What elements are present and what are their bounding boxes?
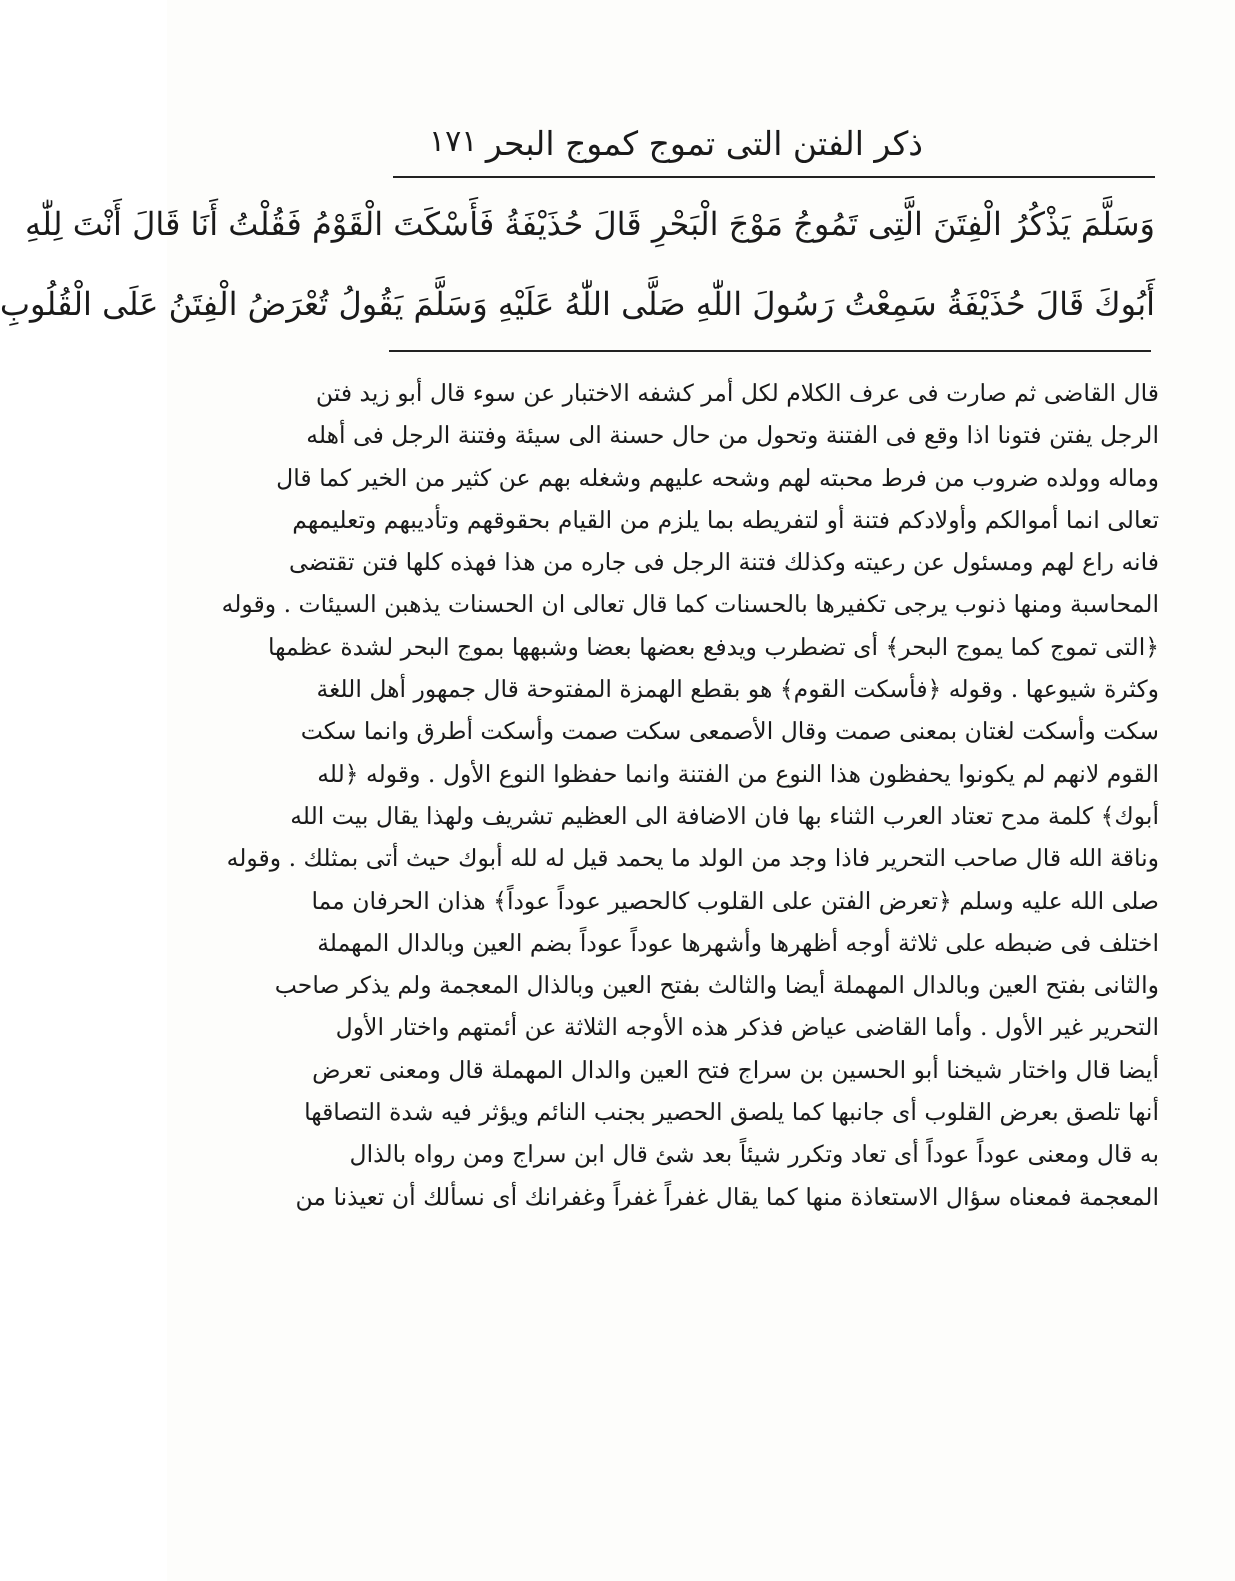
hadith-line: أَبُوكَ قَالَ حُذَيْفَةُ سَمِعْتُ رَسُولَ اللّٰهِ صَلَّى اللّٰهُ عَلَيْهِ وَسَلَّمَ يَقُولُ تُعْرَضُ الْفِتَنُ عَلَى الْقُلُوبِ <box>0 285 1155 323</box>
commentary-line: اختلف فى ضبطه على ثلاثة أوجه أظهرها وأشهرها عوداً عوداً بضم العين وبالدال المهملة <box>317 928 1159 957</box>
section-divider-rule <box>389 350 1151 352</box>
commentary-line: تعالى انما أموالكم وأولادكم فتنة أو لتفريطه بما يلزم من القيام بحقوقهم وتأديبهم وتعليمهم <box>292 505 1159 534</box>
commentary-line: الرجل يفتن فتونا اذا وقع فى الفتنة وتحول من حال حسنة الى سيئة وفتنة الرجل فى أهله <box>306 421 1159 450</box>
commentary-line: وكثرة شيوعها . وقوله ﴿فأسكت القوم﴾ هو بقطع الهمزة المفتوحة قال جمهور أهل اللغة <box>316 675 1159 704</box>
commentary-line: المعجمة فمعناه سؤال الاستعاذة منها كما يقال غفراً غفراً وغفرانك أى نسألك أن تعيذنا من <box>295 1182 1159 1211</box>
commentary-line: أبوك﴾ كلمة مدح تعتاد العرب الثناء بها فان الاضافة الى العظيم تشريف ولهذا يقال بيت الله <box>290 801 1159 830</box>
commentary-text-block <box>221 372 1159 1218</box>
commentary-line: ﴿التى تموج كما يموج البحر﴾ أى تضطرب ويدفع بعضها بعضا وشبهها بموج البحر لشدة عظمها <box>267 632 1159 661</box>
header-rule <box>393 176 1155 178</box>
commentary-line: سكت وأسكت لغتان بمعنى صمت وقال الأصمعى سكت صمت وأسكت أطرق وانما سكت <box>300 717 1159 746</box>
commentary-line: والثانى بفتح العين وبالدال المهملة أيضا والثالث بفتح العين وبالذال المعجمة ولم يذكر صاحب <box>274 971 1159 1000</box>
commentary-line: صلى الله عليه وسلم ﴿تعرض الفتن على القلوب كالحصير عوداً عوداً﴾ هذان الحرفان مما <box>311 886 1159 915</box>
commentary-line: أنها تلصق بعرض القلوب أى جانبها كما يلصق الحصير بجنب النائم ويؤثر فيه شدة التصاقها <box>304 1098 1159 1127</box>
commentary-line: قال القاضى ثم صارت فى عرف الكلام لكل أمر كشفه الاختبار عن سوء قال أبو زيد فتن <box>315 379 1159 407</box>
commentary-line: فانه راع لهم ومسئول عن رعيته وكذلك فتنة الرجل فى جاره من هذا فهذه كلها فتن تقتضى <box>289 548 1159 577</box>
hadith-line: وَسَلَّمَ يَذْكُرُ الْفِتَنَ الَّتِى تَمُوجُ مَوْجَ الْبَحْرِ قَالَ حُذَيْفَةُ فَأَسْكَتَ الْقَوْمُ فَقُلْتُ أَنَا قَالَ أَنْتَ لِلّٰهِ <box>25 205 1155 243</box>
commentary-line: وماله وولده ضروب من فرط محبته لهم وشحه عليهم وشغله بهم عن كثير من الخير كما قال <box>276 463 1159 492</box>
commentary-line: وناقة الله قال صاحب التحرير فاذا وجد من الولد ما يحمد قيل له لله أبوك حيث أتى بمثلك . وقوله <box>226 844 1159 873</box>
commentary-line: القوم لانهم لم يكونوا يحفظون هذا النوع من الفتنة وانما حفظوا النوع الأول . وقوله ﴿لله <box>317 759 1159 788</box>
commentary-line: أيضا قال واختار شيخنا أبو الحسين بن سراج فتح العين والدال المهملة قال ومعنى تعرض <box>312 1055 1159 1084</box>
commentary-line: به قال ومعنى عوداً عوداً أى تعاد وتكرر شيئاً بعد شئ قال ابن سراج ومن رواه بالذال <box>349 1140 1159 1169</box>
running-title: ذكر الفتن التى تموج كموج البحر <box>485 124 923 163</box>
hadith-text-block <box>0 184 1155 344</box>
page-number: ١٧١ <box>429 124 478 159</box>
running-header <box>395 118 1153 170</box>
commentary-line: المحاسبة ومنها ذنوب يرجى تكفيرها بالحسنات كما قال تعالى ان الحسنات يذهبن السيئات . وقوله <box>221 590 1159 619</box>
commentary-line: التحرير غير الأول . وأما القاضى عياض فذكر هذه الأوجه الثلاثة عن أئمتهم واختار الأول <box>335 1013 1159 1042</box>
